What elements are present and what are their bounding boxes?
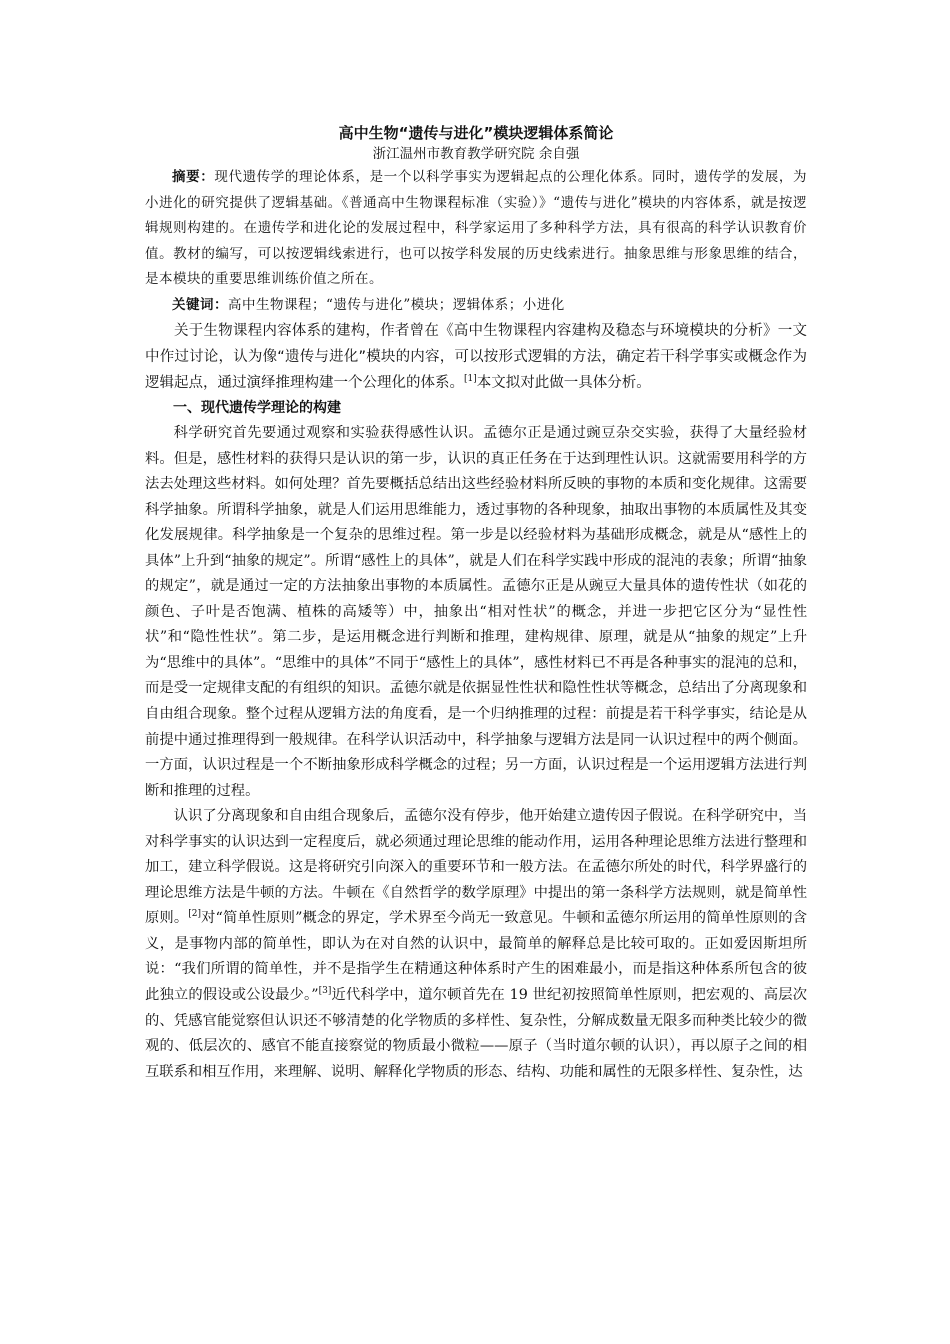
- citation-ref: [1]: [464, 374, 477, 385]
- para2-text-3: 近代科学中，道尔顿首先在 19 世纪初按照简单性原则，把宏观的、高层次的、凭感官能觉察但认识还不够清楚的化学物质的多样性、复杂性，分解成数量无限多而种类比较少的微观的、低层次的、感官不能直接察觉的物质最小微粒——原子（当时道尔顿的认识），再以原子之间的相互联系和相互作用，来理解、说明、解释化学物质的形态、结构、功能和属性的无限多样性、复杂性，达: [145, 987, 807, 1080]
- page-title: 高中生物“遗传与进化”模块逻辑体系简论: [338, 124, 614, 142]
- body-paragraph-1: 科学研究首先要通过观察和实验获得感性认识。孟德尔正是通过豌豆杂交实验，获得了大量经验材料。但是，感性材料的获得只是认识的第一步，认识的真正任务在于达到理性认识。这就需要用科学的方法去处理这些材料。如何处理？首先要概括总结出这些经验材料所反映的事物的本质和变化规律。这需要科学抽象。所谓科学抽象，就是人们运用思维能力，透过事物的各种现象，抽取出事物的本质属性及其变化发展规律。科学抽象是一个复杂的思维过程。第一步是以经验材料为基础形成概念，就是从“感性上的具体”上升到“抽象的规定”。所谓“感性上的具体”，就是人们在科学实践中形成的混沌的表象；所谓“抽象的规定”，就是通过一定的方法抽象出事物的本质属性。孟德尔正是从豌豆大量具体的遗传性状（如花的颜色、子叶是否饱满、植株的高矮等）中，抽象出“相对性状”的概念，并进一步把它区分为“显性性状”和“隐性性状”。第二步，是运用概念进行判断和推理，建构规律、原理，就是从“抽象的规定”上升为“思维中的具体”。“思维中的具体”不同于“感性上的具体”，感性材料已不再是各种事实的混沌的总和，而是受一定规律支配的有组织的知识。孟德尔就是依据显性性状和隐性性状等概念，总结出了分离现象和自由组合现象。整个过程从逻辑方法的角度看，是一个归纳推理的过程：前提是若干科学事实，结论是从前提中通过推理得到一般规律。在科学认识活动中，科学抽象与逻辑方法是同一认识过程中的两个侧面。一方面，认识过程是一个不断抽象形成科学概念的过程；另一方面，认识过程是一个运用逻辑方法进行判断和推理的过程。: [145, 424, 807, 799]
- abstract-label: 摘要：: [172, 169, 215, 185]
- keywords-text: 高中生物课程；“遗传与进化”模块；逻辑体系；小进化: [228, 296, 565, 313]
- keywords: [145, 293, 807, 318]
- para2-text-1: 认识了分离现象和自由组合现象后，孟德尔没有停步，他开始建立遗传因子假说。在科学研究中，当对科学事实的认识达到一定程度后，就必须通过理论思维的能动作用，运用各种理论思维方法进行整理和加工，建立科学假说。这是将研究引向深入的重要环节和一般方法。在孟德尔所处的时代，科学界盛行的理论思维方法是牛顿的方法。牛顿在《自然哲学的数学原理》中提出的第一条科学方法规则，就是简单性原则。: [145, 808, 807, 927]
- keywords-label: 关键词：: [172, 296, 228, 313]
- intro-text-before: 关于生物课程内容体系的建构，作者曾在《高中生物课程内容建构及稳态与环境模块的分析》一文中作过讨论，认为像“遗传与进化”模块的内容，可以按形式逻辑的方法，确定若干科学事实或概念作为逻辑起点，通过演绎推理构建一个公理化的体系。: [145, 322, 807, 391]
- abstract-text: 现代遗传学的理论体系，是一个以科学事实为逻辑起点的公理化体系。同时，遗传学的发展，为小进化的研究提供了逻辑基础。《普通高中生物课程标准（实验）》“遗传与进化”模块的内容体系，就是按逻辑规则构建的。在遗传学和进化论的发展过程中，科学家运用了多种科学方法，具有很高的科学认识教育价值。教材的编写，可以按逻辑线索进行，也可以按学科发展的历史线索进行。抽象思维与形象思维的结合，是本模块的重要思维训练价值之所在。: [145, 169, 808, 288]
- intro-paragraph: [145, 318, 807, 396]
- document-page: [145, 120, 807, 1085]
- body-paragraph-2: [145, 804, 807, 1085]
- citation-ref: [3]: [318, 986, 332, 997]
- intro-text-after: 本文拟对此做一具体分析。: [476, 374, 651, 391]
- para2-text-2: 对“简单性原则”概念的界定，学术界至今尚无一致意见。牛顿和孟德尔所运用的简单性原则的含义，是事物内部的简单性，即认为在对自然的认识中，最简单的解释总是比较可取的。正如爱因斯坦所说：“我们所谓的简单性，并不是指学生在精通这种体系时产生的困难最小，而是指这种体系所包含的彼此独立的假设或公设最少。”: [145, 910, 808, 1003]
- abstract: [145, 165, 807, 293]
- author-affiliation: 浙江温州市教育教学研究院 余自强: [372, 146, 580, 162]
- citation-ref: [2]: [188, 909, 202, 920]
- section-heading: 一、现代遗传学理论的构建: [173, 399, 341, 416]
